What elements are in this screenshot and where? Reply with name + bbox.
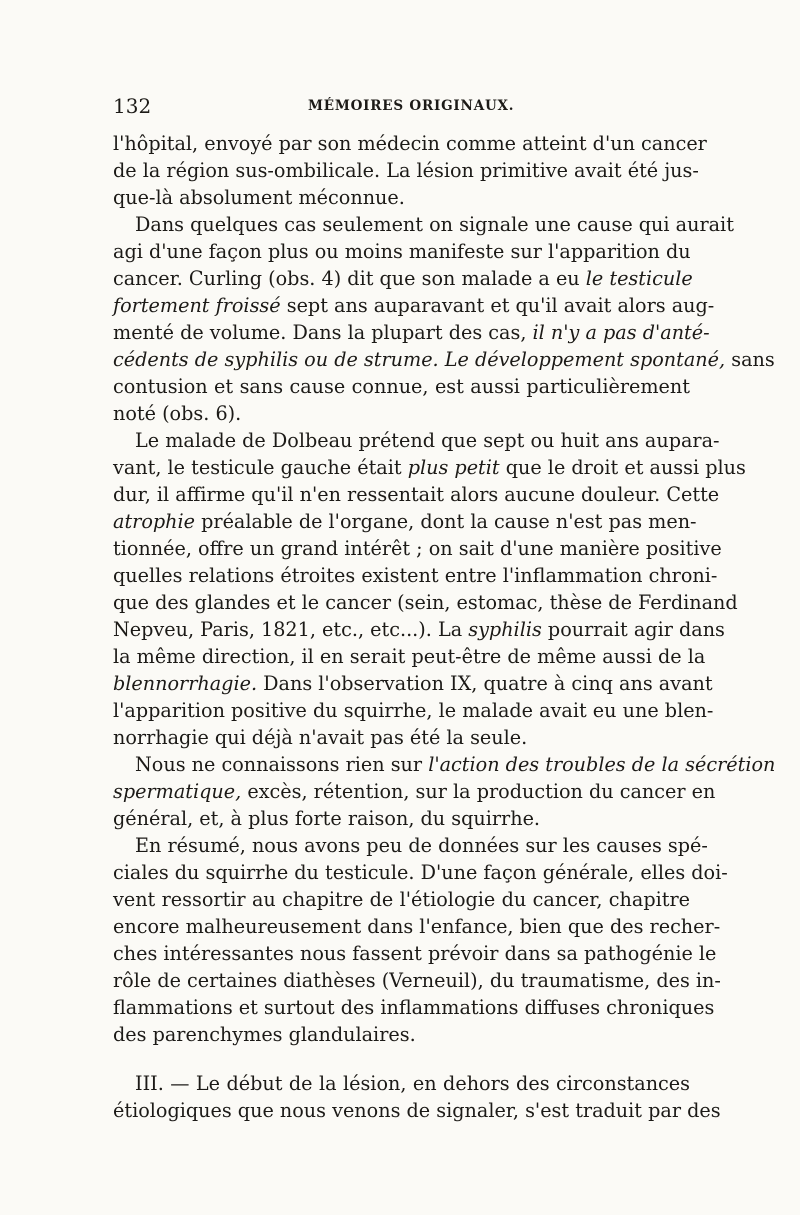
text-line: III. — Le début de la lésion, en dehors des circonstances [135, 1072, 690, 1095]
text-line: cancer. Curling (obs. 4) dit que son malade a eu le testicule [113, 267, 693, 290]
text-line: Dans quelques cas seulement on signale une cause qui aurait [135, 213, 734, 236]
text-line: Nous ne connaissons rien sur l'action des troubles de la sécrétion [135, 753, 776, 776]
text-line: Le malade de Dolbeau prétend que sept ou huit ans aupara- [135, 429, 720, 452]
text-line: vent ressortir au chapitre de l'étiologie du cancer, chapitre [113, 888, 690, 911]
text-line: noté (obs. 6). [113, 402, 242, 425]
text-line: spermatique, excès, rétention, sur la production du cancer en [113, 780, 716, 803]
text-line: rôle de certaines diathèses (Verneuil), du traumatisme, des in- [113, 969, 721, 992]
body-text [113, 130, 776, 1124]
text-line: la même direction, il en serait peut-être de même aussi de la [113, 645, 706, 668]
text-line: que des glandes et le cancer (sein, estomac, thèse de Ferdinand [113, 591, 738, 614]
text-line: norrhagie qui déjà n'avait pas été la seule. [113, 726, 528, 749]
text-line: encore malheureusement dans l'enfance, bien que des recher- [113, 915, 721, 938]
text-line: atrophie préalable de l'organe, dont la cause n'est pas men- [113, 510, 697, 533]
running-title: MÉMOIRES ORIGINAUX. [308, 98, 515, 114]
text-line: l'hôpital, envoyé par son médecin comme atteint d'un cancer [113, 132, 707, 155]
text-line: étiologiques que nous venons de signaler, s'est traduit par des [113, 1099, 721, 1122]
text-line: Nepveu, Paris, 1821, etc., etc...). La syphilis pourrait agir dans [113, 618, 725, 641]
text-line: de la région sus-ombilicale. La lésion primitive avait été jus- [113, 159, 699, 182]
text-line: fortement froissé sept ans auparavant et qu'il avait alors aug- [113, 294, 715, 317]
text-line: blennorrhagie. Dans l'observation IX, quatre à cinq ans avant [113, 672, 713, 695]
text-line: flammations et surtout des inflammations diffuses chroniques [113, 996, 715, 1019]
page-number: 132 [113, 94, 152, 118]
text-line: ciales du squirrhe du testicule. D'une façon générale, elles doi- [113, 861, 728, 884]
text-line: quelles relations étroites existent entre l'inflammation chroni- [113, 564, 718, 587]
text-line: contusion et sans cause connue, est aussi particulièrement [113, 375, 690, 398]
text-line: En résumé, nous avons peu de données sur les causes spé- [135, 834, 708, 857]
text-line: agi d'une façon plus ou moins manifeste sur l'apparition du [113, 240, 691, 263]
section-gap [113, 1048, 690, 1070]
text-line: ches intéressantes nous fassent prévoir dans sa pathogénie le [113, 942, 717, 965]
text-line: l'apparition positive du squirrhe, le malade avait eu une blen- [113, 699, 714, 722]
text-line: général, et, à plus forte raison, du squirrhe. [113, 807, 541, 830]
text-line: menté de volume. Dans la plupart des cas, il n'y a pas d'anté- [113, 321, 710, 344]
text-line: cédents de syphilis ou de strume. Le développement spontané, sans [113, 348, 775, 371]
text-line: des parenchymes glandulaires. [113, 1023, 416, 1046]
text-line: dur, il affirme qu'il n'en ressentait alors aucune douleur. Cette [113, 483, 720, 506]
text-line: que-là absolument méconnue. [113, 186, 405, 209]
text-line: tionnée, offre un grand intérêt ; on sait d'une manière positive [113, 537, 722, 560]
text-line: vant, le testicule gauche était plus petit que le droit et aussi plus [113, 456, 746, 479]
page-header [113, 90, 690, 122]
